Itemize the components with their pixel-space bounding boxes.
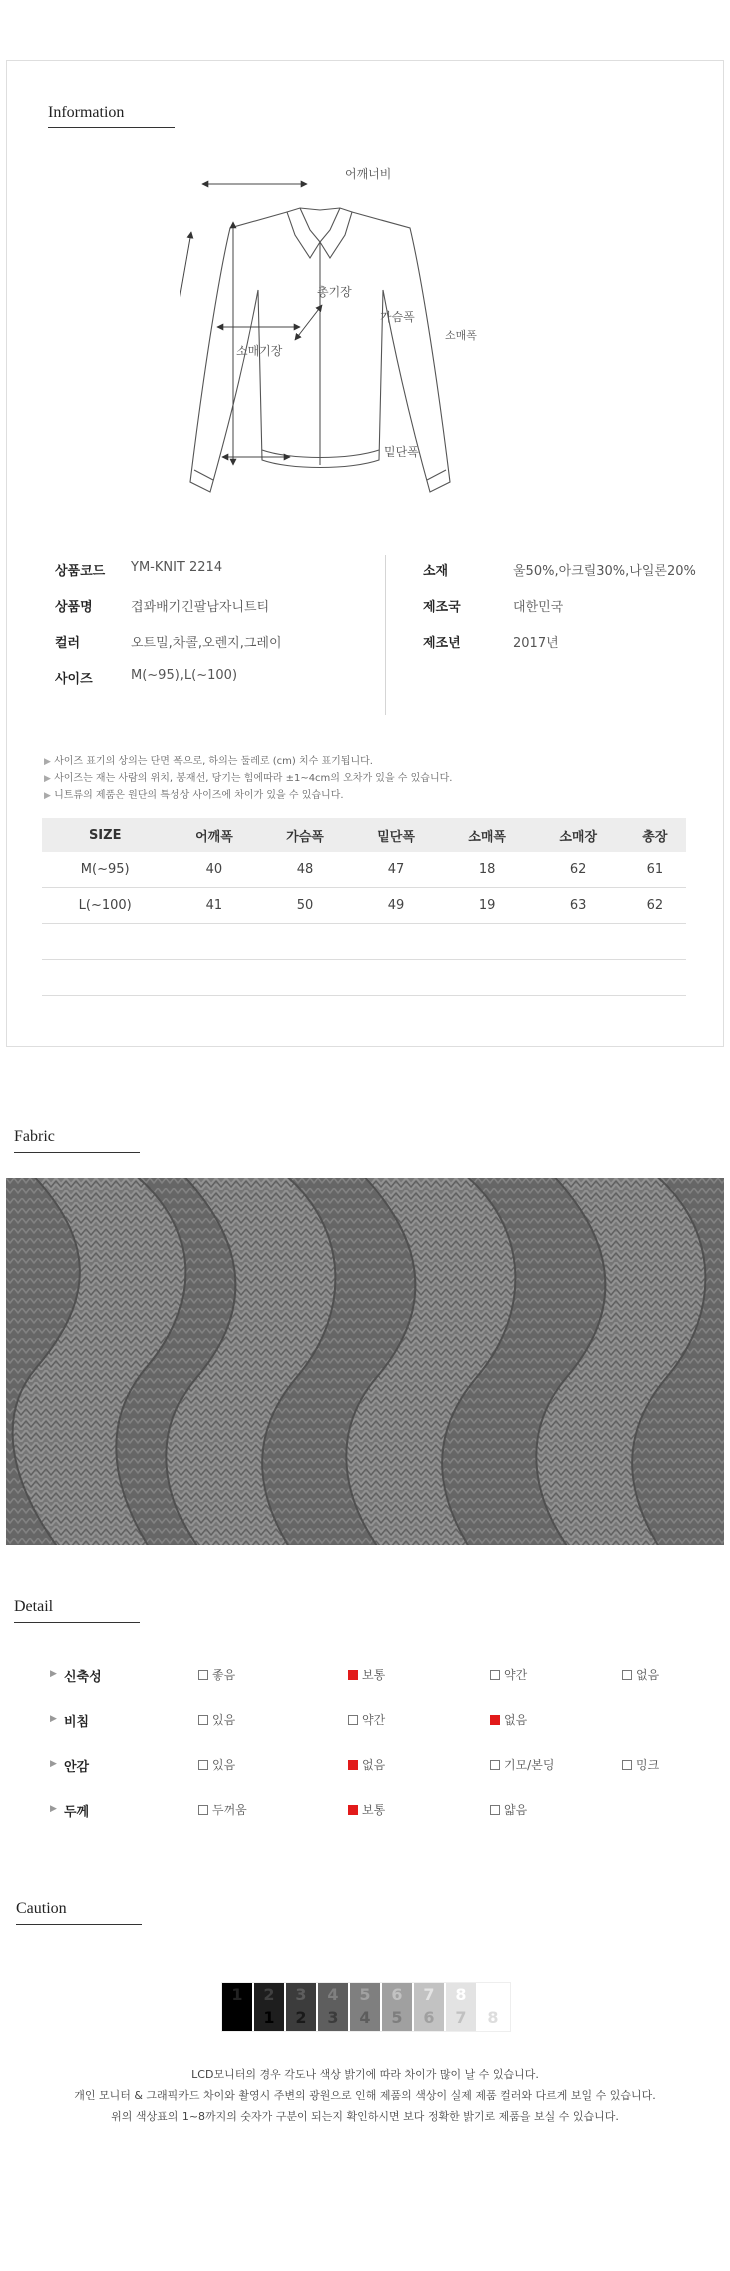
spec-value: M(~95),L(~100) — [131, 668, 238, 683]
detail-label: 안감 — [64, 1760, 90, 1775]
table-cell: 50 — [259, 888, 350, 924]
caution-title: Caution — [16, 1900, 67, 1917]
checkbox-checked-icon — [348, 1670, 358, 1680]
caution-line-1: LCD모니터의 경우 각도나 색상 밝기에 따라 차이가 많이 날 수 있습니다. — [191, 2068, 539, 2081]
spec-label: 제조국 — [423, 600, 461, 615]
table-cell: 63 — [533, 888, 624, 924]
table-cell: 40 — [168, 852, 259, 888]
knit-texture-image — [6, 1178, 724, 1545]
swatch-number-top: 5 — [359, 1985, 371, 2004]
option-stretch-none[interactable]: 없음 — [622, 1666, 659, 1683]
option-stretch-normal[interactable]: 보통 — [348, 1666, 385, 1683]
option-lining-mink[interactable]: 밍크 — [622, 1756, 659, 1773]
swatch-number-bottom: 8 — [487, 2008, 499, 2027]
table-cell: 48 — [259, 852, 350, 888]
option-thickness-thin[interactable]: 얇음 — [490, 1801, 527, 1818]
label-chest: 가슴폭 — [380, 310, 415, 324]
fabric-title-underline — [14, 1152, 140, 1153]
information-title-underline — [48, 127, 175, 128]
swatch-number-bottom: 5 — [391, 2008, 403, 2027]
option-stretch-slight[interactable]: 약간 — [490, 1666, 527, 1683]
header-total-length: 총장 — [624, 818, 686, 852]
table-row — [42, 888, 686, 924]
detail-row-lining — [50, 1756, 710, 1776]
table-cell: 18 — [442, 852, 533, 888]
checkbox-icon — [622, 1760, 632, 1770]
spec-divider — [385, 555, 386, 715]
detail-label: 신축성 — [64, 1670, 102, 1685]
table-row-empty — [42, 960, 686, 996]
label-total-length: 총기장 — [317, 285, 352, 299]
color-swatch — [382, 1983, 412, 2031]
spec-value: 울50%,아크릴30%,나일론20% — [513, 564, 696, 579]
size-note-3: ▶ 니트류의 제품은 원단의 특성상 사이즈에 차이가 있을 수 있습니다. — [44, 790, 344, 801]
table-cell: 62 — [624, 888, 686, 924]
caution-title-underline — [16, 1924, 142, 1925]
spec-label: 소재 — [423, 564, 449, 579]
color-swatch — [350, 1983, 380, 2031]
size-table — [42, 818, 686, 996]
table-row — [42, 852, 686, 888]
spec-value: 대한민국 — [513, 600, 564, 615]
swatch-number-top: 2 — [263, 1985, 275, 2004]
swatch-number-bottom: 3 — [327, 2008, 339, 2027]
color-swatch — [318, 1983, 348, 2031]
header-sleeve-width: 소매폭 — [442, 818, 533, 852]
size-note-2: ▶ 사이즈는 재는 사람의 위치, 봉재선, 당기는 힘에따라 ±1~4cm의 오차가 있을 수 있습니다. — [44, 773, 453, 784]
detail-row-sheer — [50, 1711, 710, 1731]
table-row-empty — [42, 924, 686, 960]
triangle-icon: ▶ — [50, 1804, 57, 1814]
checkbox-icon — [198, 1715, 208, 1725]
detail-title-underline — [14, 1622, 140, 1623]
swatch-number-top: 4 — [327, 1985, 339, 2004]
checkbox-icon — [348, 1715, 358, 1725]
swatch-number-bottom: 1 — [263, 2008, 275, 2027]
table-cell: M(~95) — [42, 852, 168, 888]
swatch-number-top: 8 — [455, 1985, 467, 2004]
checkbox-checked-icon — [490, 1715, 500, 1725]
checkbox-icon — [198, 1760, 208, 1770]
measurement-diagram — [180, 160, 540, 500]
detail-label: 두께 — [64, 1805, 90, 1820]
size-note-1: ▶ 사이즈 표기의 상의는 단면 폭으로, 하의는 둘레로 (cm) 치수 표기됩니다. — [44, 756, 373, 767]
table-cell: 62 — [533, 852, 624, 888]
option-lining-brushed[interactable]: 기모/본딩 — [490, 1756, 554, 1773]
swatch-number-bottom: 6 — [423, 2008, 435, 2027]
table-cell: 19 — [442, 888, 533, 924]
option-sheer-none[interactable]: 없음 — [490, 1711, 527, 1728]
detail-title: Detail — [14, 1598, 54, 1615]
table-cell: 47 — [351, 852, 442, 888]
header-shoulder: 어깨폭 — [168, 818, 259, 852]
option-lining-none[interactable]: 없음 — [348, 1756, 385, 1773]
checkbox-icon — [490, 1670, 500, 1680]
checkbox-icon — [622, 1670, 632, 1680]
checkbox-icon — [198, 1670, 208, 1680]
option-sheer-slight[interactable]: 약간 — [348, 1711, 385, 1728]
spec-value: 2017년 — [513, 636, 559, 651]
table-cell: 61 — [624, 852, 686, 888]
label-hem: 밑단폭 — [384, 445, 419, 459]
header-size: SIZE — [42, 818, 168, 852]
color-swatch — [478, 1983, 508, 2031]
header-chest: 가슴폭 — [259, 818, 350, 852]
spec-value: 오트밀,차콜,오렌지,그레이 — [131, 636, 282, 651]
color-swatch — [446, 1983, 476, 2031]
color-swatch — [286, 1983, 316, 2031]
color-swatch — [414, 1983, 444, 2031]
triangle-icon: ▶ — [50, 1669, 57, 1679]
checkbox-checked-icon — [348, 1760, 358, 1770]
option-stretch-good[interactable]: 좋음 — [198, 1666, 235, 1683]
caution-line-3: 위의 색상표의 1~8까지의 숫자가 구분이 되는지 확인하시면 보다 정확한 밝기로 제품을 보실 수 있습니다. — [111, 2110, 619, 2123]
fabric-title: Fabric — [14, 1128, 55, 1145]
checkbox-icon — [490, 1760, 500, 1770]
table-cell: L(~100) — [42, 888, 168, 924]
swatch-number-top: 6 — [391, 1985, 403, 2004]
spec-label: 상품코드 — [55, 564, 106, 579]
option-sheer-yes[interactable]: 있음 — [198, 1711, 235, 1728]
spec-label: 컬러 — [55, 636, 81, 651]
fabric-closeup-image — [6, 1178, 724, 1545]
size-table-header — [42, 818, 686, 852]
label-sleeve-length: 소매기장 — [236, 344, 283, 358]
swatch-number-top: 1 — [231, 1985, 243, 2004]
table-cell: 49 — [351, 888, 442, 924]
brightness-color-chart — [221, 1982, 511, 2032]
checkbox-icon — [490, 1805, 500, 1815]
spec-value: 겹꽈배기긴팔남자니트티 — [131, 600, 270, 615]
checkbox-icon — [198, 1805, 208, 1815]
swatch-number-top: 3 — [295, 1985, 307, 2004]
swatch-number-bottom: 7 — [455, 2008, 467, 2027]
option-thickness-thick[interactable]: 두꺼움 — [198, 1801, 247, 1818]
header-hem: 밑단폭 — [351, 818, 442, 852]
color-swatch — [254, 1983, 284, 2031]
option-thickness-normal[interactable]: 보통 — [348, 1801, 385, 1818]
information-title: Information — [48, 104, 125, 121]
color-swatch — [222, 1983, 252, 2031]
triangle-icon: ▶ — [50, 1714, 57, 1724]
checkbox-checked-icon — [348, 1805, 358, 1815]
table-cell: 41 — [168, 888, 259, 924]
detail-row-stretch — [50, 1666, 710, 1686]
spec-value: YM-KNIT 2214 — [131, 560, 223, 575]
label-sleeve-width: 소매폭 — [445, 329, 477, 342]
detail-row-thickness — [50, 1801, 710, 1821]
swatch-number-top: 7 — [423, 1985, 435, 2004]
header-sleeve-length: 소매장 — [533, 818, 624, 852]
spec-label: 상품명 — [55, 600, 93, 615]
option-lining-yes[interactable]: 있음 — [198, 1756, 235, 1773]
spec-label: 사이즈 — [55, 672, 93, 687]
triangle-icon: ▶ — [50, 1759, 57, 1769]
swatch-number-bottom: 4 — [359, 2008, 371, 2027]
detail-label: 비침 — [64, 1715, 90, 1730]
caution-line-2: 개인 모니터 & 그래픽카드 차이와 촬영시 주변의 광원으로 인해 제품의 색상이 실제 제품 컬러와 다르게 보일 수 있습니다. — [74, 2089, 656, 2102]
spec-label: 제조년 — [423, 636, 461, 651]
label-shoulder: 어깨너비 — [345, 167, 392, 181]
swatch-number-bottom: 2 — [295, 2008, 307, 2027]
